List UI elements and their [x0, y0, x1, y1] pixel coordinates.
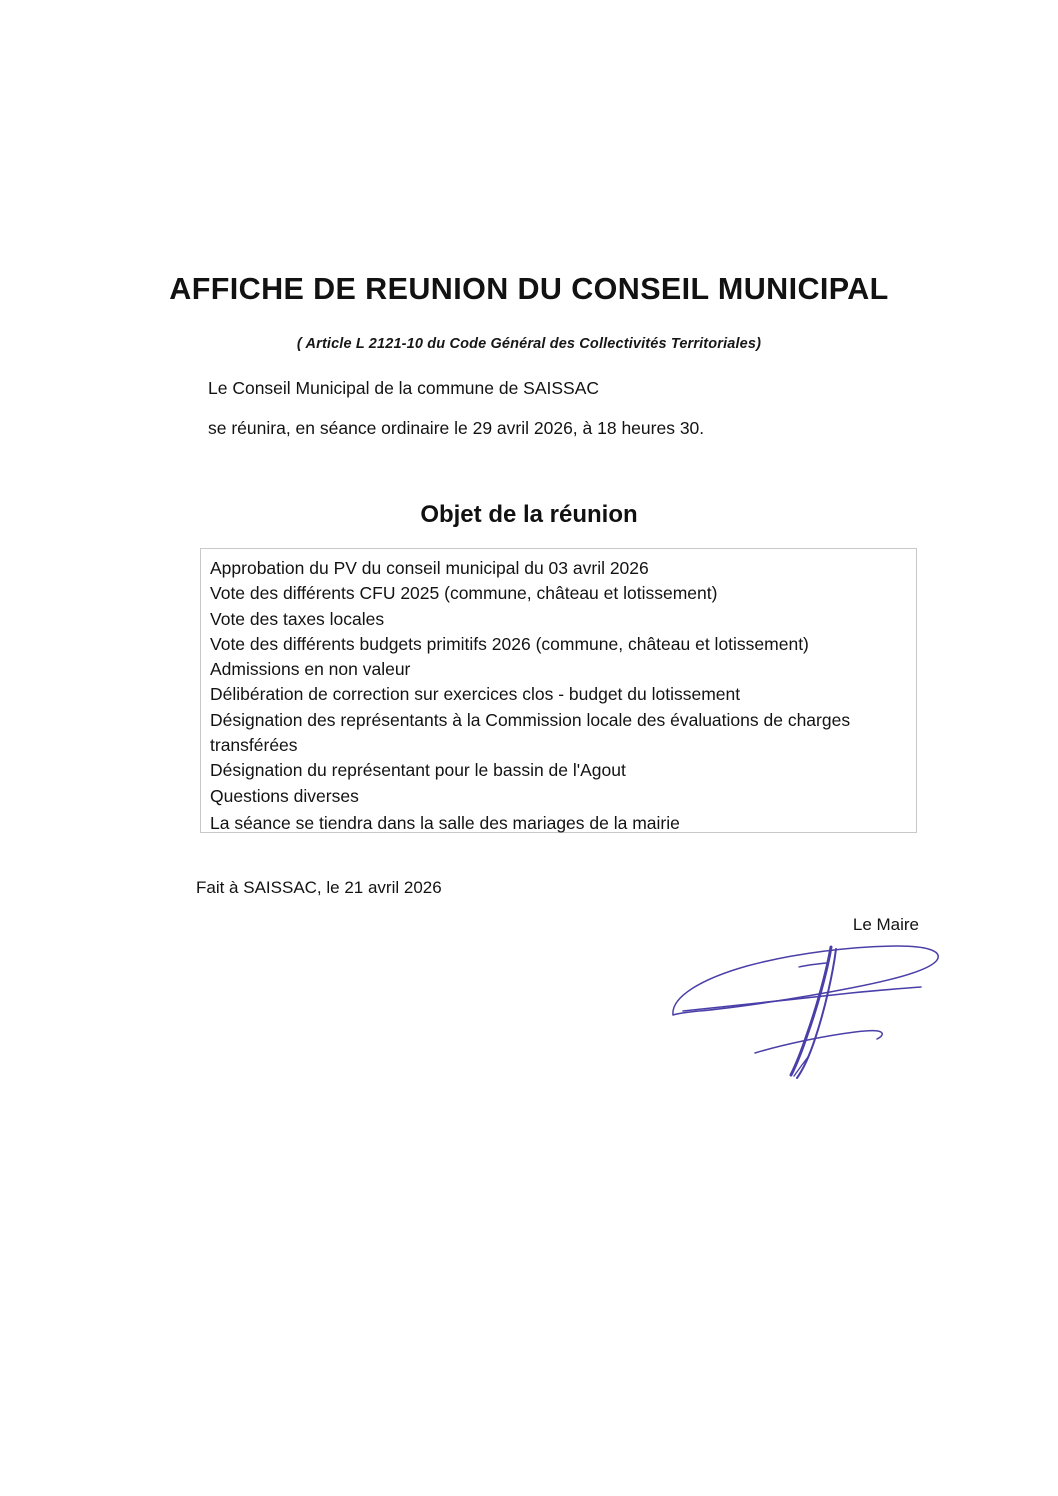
agenda-list: [210, 556, 916, 809]
intro-line-council: Le Conseil Municipal de la commune de SAISSAC: [208, 378, 600, 398]
list-item: Vote des différents CFU 2025 (commune, château et lotissement): [210, 583, 718, 604]
list-item: Délibération de correction sur exercices clos - budget du lotissement: [210, 684, 741, 705]
legal-reference-subtitle: ( Article L 2121-10 du Code Général des Collectivités Territoriales): [296, 336, 762, 352]
list-item: Désignation du représentant pour le bassin de l'Agout: [210, 760, 626, 781]
intro-line-datetime: se réunira, en séance ordinaire le 29 avril 2026, à 18 heures 30.: [208, 418, 705, 438]
list-item: Vote des différents budgets primitifs 2026 (commune, château et lotissement): [210, 633, 809, 654]
page-title: AFFICHE DE REUNION DU CONSEIL MUNICIPAL: [169, 272, 889, 306]
list-item: Admissions en non valeur: [210, 659, 411, 680]
list-item: Désignation des représentants à la Commission locale des évaluations de charges transférées: [210, 709, 851, 756]
signer-title: Le Maire: [852, 915, 919, 934]
list-item: Vote des taxes locales: [210, 608, 385, 629]
list-item: Approbation du PV du conseil municipal du 03 avril 2026: [210, 558, 649, 578]
agenda-box: [200, 548, 917, 833]
handwritten-signature-icon: [655, 935, 950, 1085]
section-heading-objet: Objet de la réunion: [420, 501, 638, 528]
place-and-date: Fait à SAISSAC, le 21 avril 2026: [196, 878, 442, 897]
agenda-venue-note: La séance se tiendra dans la salle des mariages de la mairie: [210, 813, 680, 833]
list-item: Questions diverses: [210, 785, 359, 806]
